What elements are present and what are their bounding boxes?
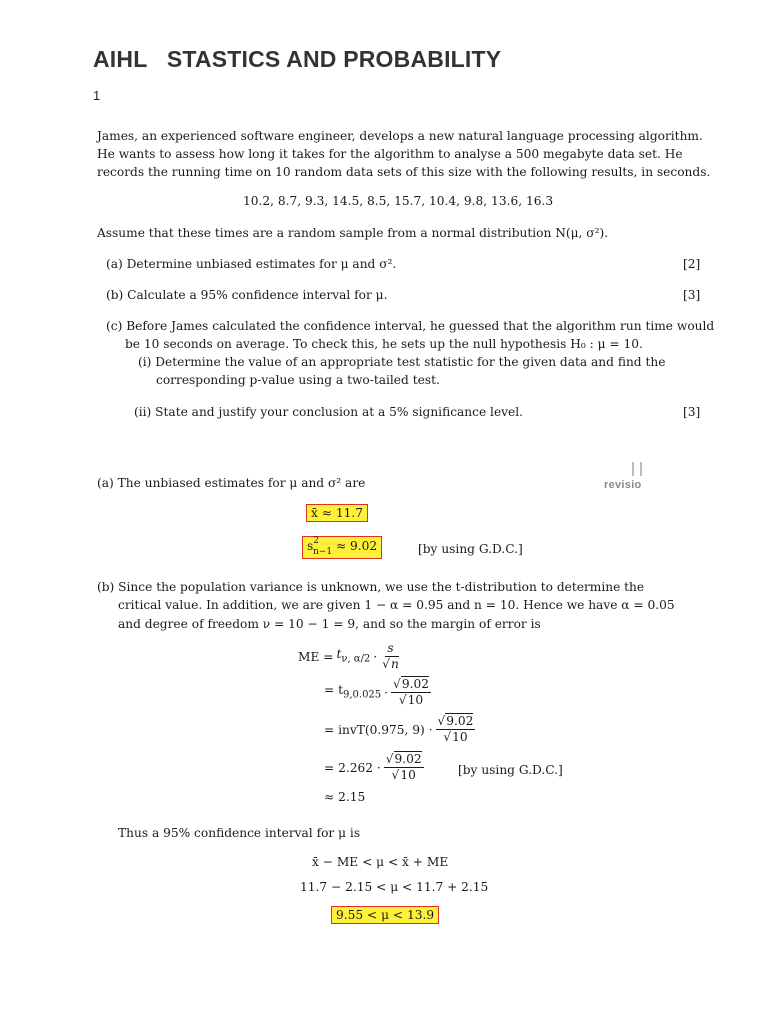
mean-estimate-highlight: x̄ ≈ 11.7 (306, 504, 368, 522)
var-value-2: 9.02 (401, 677, 429, 691)
part-c-line-2: be 10 seconds on average. To check this, he sets up the null hypothesis H₀ : μ = 10. (125, 337, 643, 351)
multiply-dot-2: · (384, 685, 389, 700)
revisio-logo: revisio (604, 479, 642, 491)
step4-prefix: = 2.262 · (324, 760, 381, 775)
intro-line-3: records the running time on 10 random data sets of this size with the following results, in seconds. (97, 165, 711, 179)
fraction-4: $\frac{√9.02}{√10}$ (385, 752, 422, 782)
ci-line-2: 11.7 − 2.15 < μ < 11.7 + 2.15 (300, 880, 489, 894)
me-lhs: ME = (298, 649, 334, 664)
t-subscript: ν, α/2 (341, 653, 371, 665)
ci-final-highlight: 9.55 < μ < 13.9 (331, 906, 439, 924)
var-value-4: 9.02 (394, 752, 422, 766)
var-value-3: 9.02 (446, 714, 474, 728)
me-formula-line-2 (324, 677, 431, 708)
fraction-2: $\frac{√9.02}{√10}$ (393, 677, 429, 707)
me-formula-line-4 (324, 752, 424, 783)
question-intro (97, 127, 710, 181)
page-title: AIHL STASTICS AND PROBABILITY (93, 46, 502, 72)
n-value-2: 10 (407, 693, 424, 707)
multiply-dot-1: · (373, 649, 378, 664)
assumption-text: Assume that these times are a random sample from a normal distribution N(μ, σ²). (97, 226, 609, 240)
me-result: ≈ 2.15 (324, 790, 366, 804)
variance-value: ≈ 9.02 (332, 539, 378, 554)
part-c-i-line-1: (i) Determine the value of an appropriate test statistic for the given data and find the (138, 355, 666, 369)
part-a-text: (a) Determine unbiased estimates for μ and σ². (106, 257, 397, 271)
solution-b-line-2: critical value. In addition, we are given 1 − α = 0.95 and n = 10. Hence we have α = 0.05 (118, 598, 675, 612)
ci-line-1: x̄ − ME < μ < x̄ + ME (312, 855, 449, 869)
step2-t: = t (324, 682, 343, 697)
n-value-4: 10 (400, 768, 416, 782)
solution-b-line-3: and degree of freedom ν = 10 − 1 = 9, and so the margin of error is (118, 617, 541, 631)
part-b-text: (b) Calculate a 95% confidence interval for μ. (106, 288, 388, 302)
data-values: 10.2, 8.7, 9.3, 14.5, 8.5, 15.7, 10.4, 9.8, 13.6, 16.3 (243, 194, 554, 208)
part-c-marks: [3] (683, 405, 701, 419)
s-symbol: s (387, 641, 394, 655)
solution-a-intro: (a) The unbiased estimates for μ and σ² are (97, 476, 366, 490)
fraction-3: $\frac{√9.02}{√10}$ (437, 714, 474, 744)
ci-intro: Thus a 95% confidence interval for μ is (118, 826, 361, 840)
solution-b-line-1: (b) Since the population variance is unknown, we use the t-distribution to determine the (97, 580, 645, 594)
intro-line-1: James, an experienced software engineer, develops a new natural language processing algorithm. (97, 129, 703, 143)
sqrt-n-symbol: n (390, 657, 399, 671)
me-formula-line-1 (298, 641, 401, 672)
revisio-logo-icon (632, 462, 642, 476)
part-c-i-line-2: corresponding p-value using a two-tailed test. (156, 373, 440, 387)
part-c-ii-text: (ii) State and justify your conclusion at a 5% significance level. (134, 405, 524, 419)
gdc-note-b: [by using G.D.C.] (458, 763, 563, 777)
me-formula-line-3 (324, 714, 475, 745)
variance-symbol: s (307, 539, 314, 554)
gdc-note-a: [by using G.D.C.] (418, 542, 523, 556)
n-value-3: 10 (452, 730, 468, 744)
variance-superscript: 2 (313, 536, 319, 546)
part-a-marks: [2] (683, 257, 701, 271)
part-c-line-1: (c) Before James calculated the confidence interval, he guessed that the algorithm run time would (106, 319, 715, 333)
step2-subscript: 9,0.025 (342, 689, 382, 701)
s-over-sqrt-n: $\frac{s}{√n}$ (382, 641, 399, 671)
variance-estimate-highlight (302, 536, 382, 559)
t-symbol: t (336, 646, 342, 661)
variance-subscript: n−1 (313, 546, 333, 557)
question-number: 1 (93, 88, 101, 103)
step3-prefix: = invT(0.975, 9) · (324, 722, 433, 737)
part-b-marks: [3] (683, 288, 701, 302)
intro-line-2: He wants to assess how long it takes for the algorithm to analyse a 500 megabyte data set. He (97, 147, 683, 161)
